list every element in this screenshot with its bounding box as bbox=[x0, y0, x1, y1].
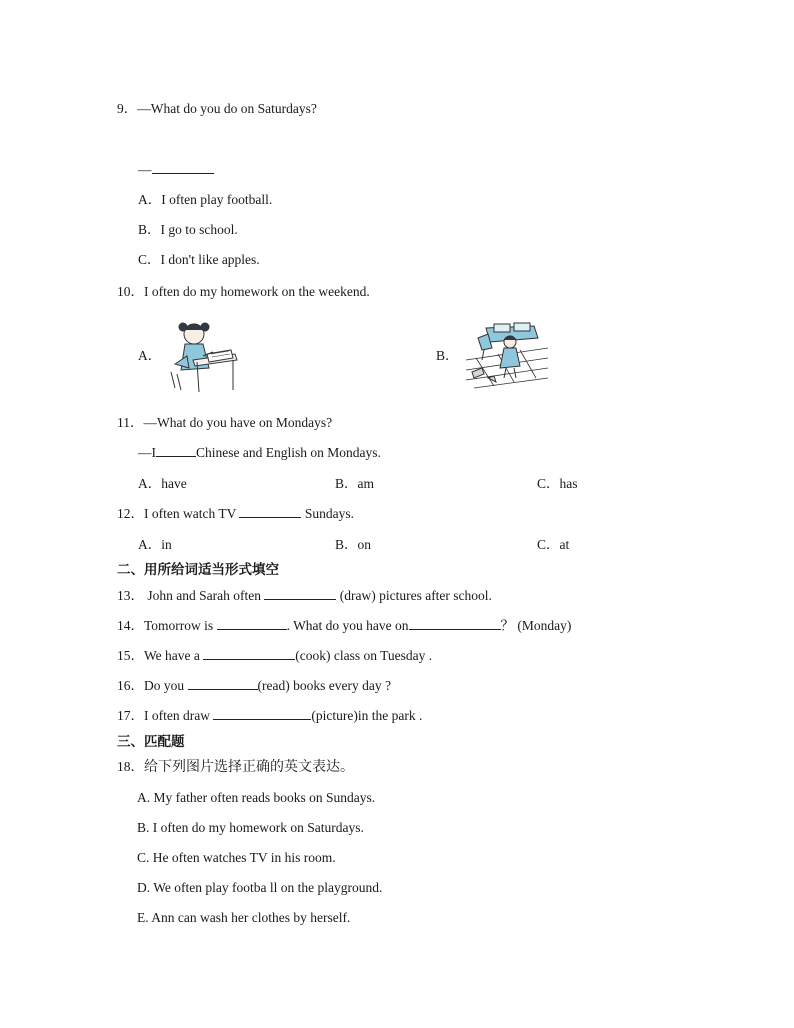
question-text-before: John and Sarah often bbox=[144, 588, 265, 603]
question-text-after: (read) books every day ? bbox=[257, 678, 391, 693]
option-letter: B． bbox=[335, 537, 358, 552]
option-c[interactable] bbox=[537, 475, 578, 493]
question-text-before: I often watch TV bbox=[144, 506, 240, 521]
question-text-after: (cook) class on Tuesday . bbox=[295, 648, 433, 663]
question-text-after: (draw) pictures after school. bbox=[336, 588, 492, 603]
question-9 bbox=[117, 100, 317, 118]
option-text: has bbox=[559, 476, 578, 491]
question-13 bbox=[117, 587, 492, 605]
match-option-d: D. We often play footba ll on the playground. bbox=[137, 880, 383, 895]
option-letter: A． bbox=[138, 476, 162, 491]
question-number: 17． bbox=[117, 708, 144, 723]
question-12 bbox=[117, 505, 354, 523]
question-18 bbox=[117, 758, 354, 776]
option-text: on bbox=[357, 537, 372, 552]
girl-doing-homework-icon[interactable] bbox=[163, 316, 239, 394]
answer-blank-line bbox=[138, 161, 214, 179]
answer-blank[interactable] bbox=[188, 677, 258, 690]
option-letter: A． bbox=[138, 537, 162, 552]
option-letter: C． bbox=[537, 537, 560, 552]
answer-blank[interactable] bbox=[264, 587, 336, 600]
answer-blank[interactable] bbox=[152, 161, 214, 174]
question-text-before: Tomorrow is bbox=[144, 618, 217, 633]
option-b-label[interactable] bbox=[436, 347, 459, 365]
option-text: I often play football. bbox=[161, 192, 273, 207]
question-number: 18． bbox=[117, 759, 144, 774]
option-b[interactable] bbox=[335, 536, 371, 554]
question-11 bbox=[117, 414, 332, 432]
match-option-c: C. He often watches TV in his room. bbox=[137, 850, 336, 865]
option-text: I go to school. bbox=[160, 222, 238, 237]
option-text: in bbox=[161, 537, 172, 552]
option-c[interactable] bbox=[537, 536, 569, 554]
question-number: 13． bbox=[117, 588, 144, 603]
option-b[interactable] bbox=[335, 475, 374, 493]
option-letter: C． bbox=[138, 252, 161, 267]
answer-blank[interactable] bbox=[217, 617, 287, 630]
option-text: have bbox=[161, 476, 187, 491]
question-text-before: Do you bbox=[144, 678, 188, 693]
answer-blank[interactable] bbox=[213, 707, 311, 720]
option-letter: C． bbox=[537, 476, 560, 491]
question-number: 9． bbox=[117, 101, 138, 116]
question-17 bbox=[117, 707, 422, 725]
question-number: 15． bbox=[117, 648, 144, 663]
question-text-middle: . What do you have on bbox=[286, 618, 409, 633]
match-option-b: B. I often do my homework on Saturdays. bbox=[137, 820, 364, 835]
answer-line-11 bbox=[138, 444, 381, 462]
question-16 bbox=[117, 677, 391, 695]
match-option-e: E. Ann can wash her clothes by herself. bbox=[137, 910, 351, 925]
answer-dash: — bbox=[138, 162, 152, 177]
question-text-after: Sundays. bbox=[301, 506, 354, 521]
option-a-label[interactable] bbox=[138, 347, 161, 365]
question-15 bbox=[117, 647, 432, 665]
section-3-title: 三、匹配题 bbox=[117, 734, 185, 750]
section-2-title: 二、用所给词适当形式填空 bbox=[117, 562, 279, 578]
option-b[interactable] bbox=[138, 221, 238, 239]
question-text-after: (picture)in the park . bbox=[311, 708, 423, 723]
option-letter: A． bbox=[138, 192, 162, 207]
question-text: —What do you have on Mondays? bbox=[143, 415, 333, 430]
option-letter: B． bbox=[138, 222, 161, 237]
option-a[interactable] bbox=[138, 536, 172, 554]
answer-blank[interactable] bbox=[239, 505, 301, 518]
answer-prefix: —I bbox=[138, 445, 156, 460]
option-c[interactable] bbox=[138, 251, 260, 269]
question-10 bbox=[117, 283, 370, 301]
question-text-before: We have a bbox=[144, 648, 204, 663]
answer-blank[interactable] bbox=[203, 647, 295, 660]
question-number: 16． bbox=[117, 678, 144, 693]
option-text: at bbox=[559, 537, 570, 552]
option-letter: A． bbox=[138, 348, 162, 363]
answer-suffix: Chinese and English on Mondays. bbox=[196, 445, 381, 460]
question-number: 12． bbox=[117, 506, 144, 521]
question-text: I often do my homework on the weekend. bbox=[144, 284, 370, 299]
question-number: 10． bbox=[117, 284, 144, 299]
option-a[interactable] bbox=[138, 191, 272, 209]
option-a[interactable] bbox=[138, 475, 187, 493]
option-letter: B． bbox=[436, 348, 459, 363]
question-number: 11． bbox=[117, 415, 144, 430]
question-text: —What do you do on Saturdays? bbox=[137, 101, 317, 116]
girl-by-sofa-icon[interactable] bbox=[464, 320, 550, 390]
question-text-after: ？ (Monday) bbox=[500, 618, 572, 633]
option-letter: B． bbox=[335, 476, 358, 491]
question-text-before: I often draw bbox=[144, 708, 214, 723]
question-14 bbox=[117, 617, 571, 635]
question-number: 14． bbox=[117, 618, 144, 633]
option-text: am bbox=[357, 476, 375, 491]
answer-blank[interactable] bbox=[156, 444, 196, 457]
answer-blank[interactable] bbox=[409, 617, 501, 630]
match-option-a: A. My father often reads books on Sundays. bbox=[137, 790, 376, 805]
option-text: I don't like apples. bbox=[160, 252, 260, 267]
question-instruction: 给下列图片选择正确的英文表达。 bbox=[144, 759, 354, 775]
